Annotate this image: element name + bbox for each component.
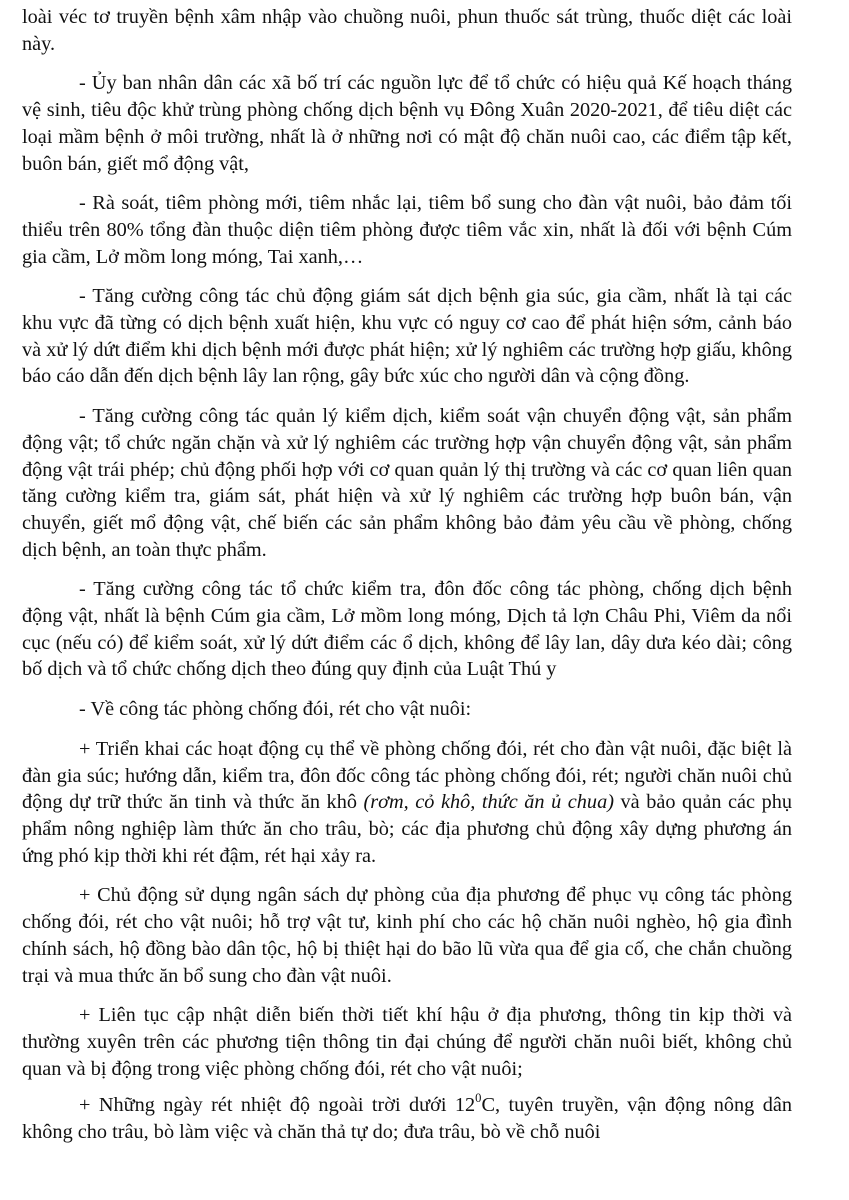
paragraph-cold-prevention-heading: - Về công tác phòng chống đói, rét cho vật nuôi: bbox=[79, 698, 472, 721]
degree-superscript: 0 bbox=[475, 1090, 482, 1105]
paragraph-continuation: loài véc tơ truyền bệnh xâm nhập vào chuồng nuôi, phun thuốc sát trùng, thuốc diệt các loài này. bbox=[22, 6, 792, 55]
paragraph-cold-activities-part1: + Triển khai các hoạt động cụ thể về phòng chống đói, rét cho đàn vật nuôi, đặc biệt là đàn gia súc; hướng dẫn, kiểm tra, đôn đốc công tác phòng chống đói, rét; người chăn nuôi chủ động dự trữ thức ăn tinh và thức ăn khô bbox=[22, 737, 792, 814]
paragraph-weather-updates: + Liên tục cập nhật diễn biến thời tiết khí hậu ở địa phương, thông tin kịp thời và thường xuyên trên các phương tiện thông tin đại chúng để người chăn nuôi biết, không chủ quan và bị động trong việc phòng chống đói, rét cho vật nuôi; bbox=[22, 1004, 792, 1080]
paragraph-quarantine-control: - Tăng cường công tác quản lý kiểm dịch, kiểm soát vận chuyển động vật, sản phẩm động vật; tổ chức ngăn chặn và xử lý nghiêm các trường hợp vận chuyển động vật, sản phẩm động vật trái phép; chủ động phối hợp với cơ quan quản lý thị trường và các cơ quan liên quan tăng cường kiểm tra, giám sát, phát hiện và xử lý nghiêm các trường hợp buôn bán, vận chuyển, giết mổ động vật, chế biến các sản phẩm không bảo đảm yêu cầu về phòng, chống dịch bệnh, an toàn thực phẩm. bbox=[22, 405, 792, 561]
paragraph-commune-sanitation: - Ủy ban nhân dân các xã bố trí các nguồn lực để tổ chức có hiệu quả Kế hoạch tháng vệ sinh, tiêu độc khử trùng phòng chống dịch bệnh vụ Đông Xuân 2020-2021, để tiêu diệt các loại mầm bệnh ở môi trường, nhất là ở những nơi có mật độ chăn nuôi cao, các điểm tập kết, buôn bán, giết mổ động vật, bbox=[22, 72, 792, 175]
paragraph-disease-surveillance: - Tăng cường công tác chủ động giám sát dịch bệnh gia súc, gia cầm, nhất là tại các khu vực đã từng có dịch bệnh xuất hiện, khu vực có nguy cơ cao để phát hiện sớm, cảnh báo và xử lý dứt điểm khi dịch bệnh mới được phát hiện; xử lý nghiêm các trường hợp giấu, không báo cáo dẫn đến dịch bệnh lây lan rộng, gây bức xúc cho người dân và cộng đồng. bbox=[22, 285, 792, 388]
paragraph-cold-activities-italic: (rơm, cỏ khô, thức ăn ủ chua) bbox=[363, 791, 614, 814]
paragraph-inspection: - Tăng cường công tác tổ chức kiểm tra, đôn đốc công tác phòng, chống dịch bệnh động vật, nhất là bệnh Cúm gia cầm, Lở mồm long móng, Dịch tả lợn Châu Phi, Viêm da nổi cục (nếu có) để kiểm soát, xử lý dứt điểm các ổ dịch, không để lây lan, dây dưa kéo dài; công bố dịch và tổ chức chống dịch theo đúng quy định của Luật Thú y bbox=[22, 578, 792, 681]
paragraph-cold-days bbox=[22, 1092, 792, 1145]
paragraph-cold-days-part1: + Những ngày rét nhiệt độ ngoài trời dưới 12 bbox=[79, 1094, 476, 1117]
paragraph-cold-activities-part2: và bảo quản các phụ phẩm nông nghiệp làm thức ăn cho trâu, bò; các địa phương chủ động xây dựng phương án ứng phó kịp thời khi rét đậm, rét hại xảy ra. bbox=[22, 791, 792, 867]
paragraph-reserve-budget: + Chủ động sử dụng ngân sách dự phòng của địa phương để phục vụ công tác phòng chống đói, rét cho vật nuôi; hỗ trợ vật tư, kinh phí cho các hộ chăn nuôi nghèo, hộ gia đình chính sách, hộ đồng bào dân tộc, hộ bị thiệt hại do bão lũ vừa qua để gia cố, che chắn chuồng trại và mua thức ăn bổ sung cho đàn vật nuôi. bbox=[22, 884, 792, 987]
paragraph-cold-days-part2: C, tuyên truyền, vận động nông dân không cho trâu, bò làm việc và chăn thả tự do; đưa trâu, bò về chỗ nuôi bbox=[22, 1094, 792, 1144]
document-page bbox=[22, 4, 792, 1159]
paragraph-cold-activities bbox=[22, 736, 792, 870]
paragraph-vaccination: - Rà soát, tiêm phòng mới, tiêm nhắc lại, tiêm bổ sung cho đàn vật nuôi, bảo đảm tối thiểu trên 80% tổng đàn thuộc diện tiêm phòng được tiêm vắc xin, nhất là đối với bệnh Cúm gia cầm, Lở mồm long móng, Tai xanh,… bbox=[22, 192, 792, 268]
